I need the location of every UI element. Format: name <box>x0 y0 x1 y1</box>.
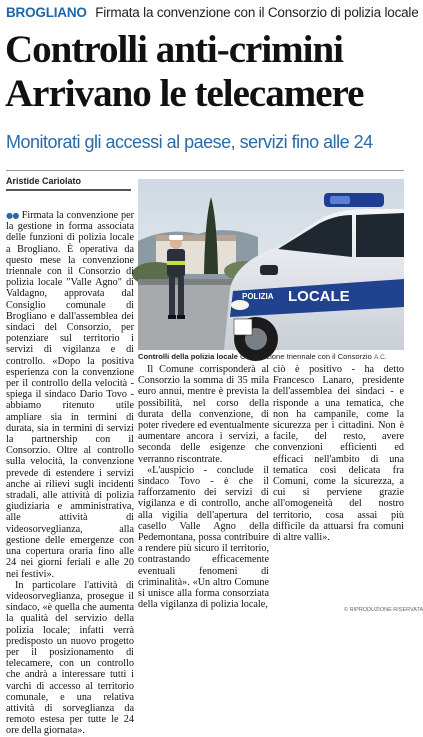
lead-dots-icon: ●● <box>6 211 19 220</box>
paragraph: Il Comune corrisponderà al Consorzio la somma di 35 mila euro annui, mentre è prevista la possibilità, nel corso della durata della convenzione, di poter rivedere ed eventualmente aumentare ancora i servizi, a seconda delle esigenze che verranno riscontrate. <box>138 364 269 465</box>
divider <box>6 170 404 171</box>
car-prefix-text: POLIZIA <box>242 292 274 301</box>
byline: Aristide Cariolato <box>6 176 82 186</box>
paragraph: ●● Firmata la convenzione per la gestione in forma associata delle funzioni di polizia locale a Brogliano. È operativa da questo mese la convenzione triennale con il Consorzio di polizia locale "Valle Agno" di Valdagno, approvata dal Consiglio comunale di Brogliano e dall'assemblea dei sindaci del Consorzio, per potenziare sul territorio i servizi di vigilanza e di controllo. «Dopo la positiva esperienza con la convenzione per il controllo della velocità - spiega il sindaco Dario Tovo - abbiamo ritenuto utile ampliare sia in termini di durata, sia in termini di servizi la partnership con il Consorzio. Oltre al controllo sulla velocità, la convenzione prevede di estendere i servizi anche ai rilievi sugli incidenti stradali, alle attività di polizia giudiziaria e amministrativa, alle attività di videosorveglianza, alla gestione delle emergenze con una copertura oraria fino alle 24 nei giorni feriali e alle 20 nei festivi». <box>6 210 135 580</box>
kicker-text: Firmata la convenzione con il Consorzio di polizia locale <box>95 5 419 20</box>
headline-line-2: Arrivano le telecamere <box>5 72 364 115</box>
article-column-3 <box>273 364 404 616</box>
headline-line-1: Controlli anti-crimini <box>5 28 344 71</box>
caption-text: Convenzione triennale con il Consorzio <box>240 352 372 361</box>
copyright-mark: © RIPRODUZIONE RISERVATA <box>344 607 423 613</box>
paragraph-continued: ciò è positivo - ha detto Francesco Lanaro, presidente dell'assemblea dei sindaci - e risponde a una tematica, che non ha campanile, come la sicurezza per i cittadini. Non è facile, del resto, avere convenzioni efficienti ed efficaci nell'ambito di una tematica così delicata fra Comuni, come la sicurezza, a cui si perviene grazie all'omogeneità del nostro territorio, cosa assai più difficile da attuarsi fra comuni di altre valli». <box>273 364 404 544</box>
byline-underline <box>6 189 131 191</box>
photo-caption <box>138 352 404 363</box>
headline <box>5 28 405 116</box>
subheadline: Monitorati gli accessi al paese, servizi fino alle 24 <box>6 132 373 152</box>
caption-bold: Controlli della polizia locale <box>138 352 239 361</box>
car-door-text: LOCALE <box>288 288 350 305</box>
kicker <box>6 4 419 22</box>
article-column-2 <box>138 364 269 616</box>
kicker-place: BROGLIANO <box>6 5 87 20</box>
paragraph: In particolare l'attività di videosorveglianza, prosegue il sindaco, «è quella che aumenta la qualità del servizio della polizia locale; infatti verrà predisposto un nuovo progetto per il posizionamento di telecamere, con un controllo che andrà a interessare tutti i varchi di accesso al territorio comunale, e una relativa attività di sorveglianza da remoto estesa per tutte le 24 ore della giornata». <box>6 579 134 737</box>
article-photo <box>138 179 404 350</box>
paragraph: «L'auspicio - conclude il sindaco Tovo - è che il rafforzamento dei servizi di vigilanza e di controllo, anche alla vigilia dell'apertura del casello Valle Agno della Pedemontana, possa contribuire a rendere più sicuro il territorio, contrastando efficacemente eventuali fenomeni di criminalità». «Un altro Comune si unisce alla forma consorziata della vigilanza di polizia locale, <box>138 464 269 611</box>
caption-author: A.C. <box>373 354 387 361</box>
article-column-1 <box>6 210 135 737</box>
